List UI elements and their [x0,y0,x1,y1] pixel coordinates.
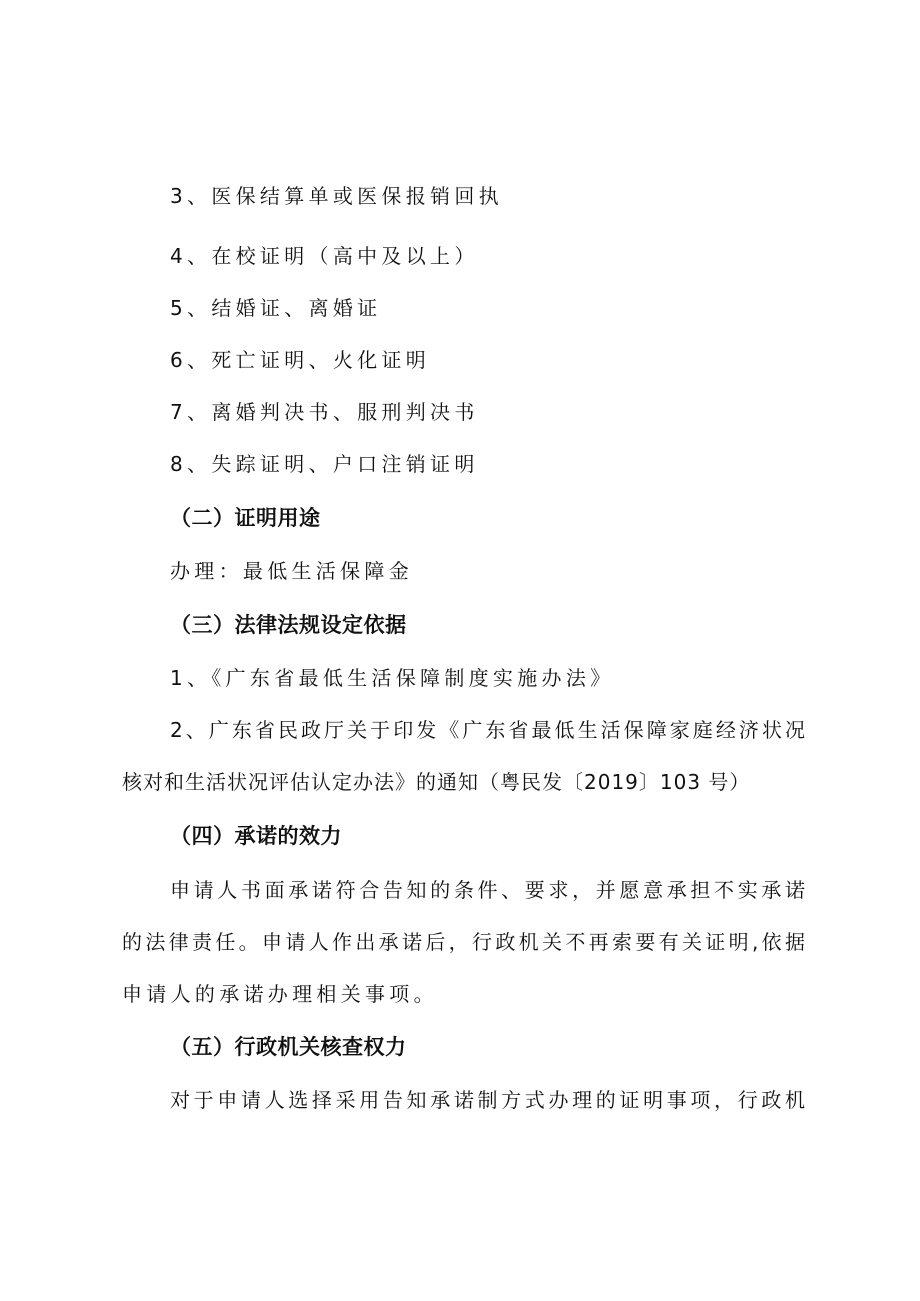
paragraph: 申请人书面承诺符合告知的条件、要求，并愿意承担不实承诺 [170,878,805,902]
section-heading: （五）行政机关核查权力 [170,1036,407,1059]
law-reference: 2、广东省民政厅关于印发《广东省最低生活保障家庭经济状况 [170,718,805,742]
paragraph: 的法律责任。申请人作出承诺后，行政机关不再索要有关证明,依据 [122,930,805,954]
section-heading: （三）法律法规设定依据 [170,614,407,637]
section-heading: （二）证明用途 [170,507,321,530]
list-item: 8、失踪证明、户口注销证明 [170,452,479,476]
law-reference-continued: 核对和生活状况评估认定办法》的通知（粤民发〔2019〕103 号） [122,770,751,794]
paragraph: 办理：最低生活保障金 [170,559,413,583]
list-item: 7、离婚判决书、服刑判决书 [170,400,479,424]
section-heading: （四）承诺的效力 [170,825,342,848]
paragraph: 申请人的承诺办理相关事项。 [122,982,438,1006]
list-item: 6、死亡证明、火化证明 [170,348,431,372]
law-reference: 1、《广东省最低生活保障制度实施办法》 [170,666,615,690]
list-item: 3、医保结算单或医保报销回执 [170,184,503,208]
list-item: 5、结婚证、离婚证 [170,296,382,320]
paragraph: 对于申请人选择采用告知承诺制方式办理的证明事项，行政机 [170,1088,805,1112]
list-item: 4、在校证明（高中及以上） [170,244,479,268]
